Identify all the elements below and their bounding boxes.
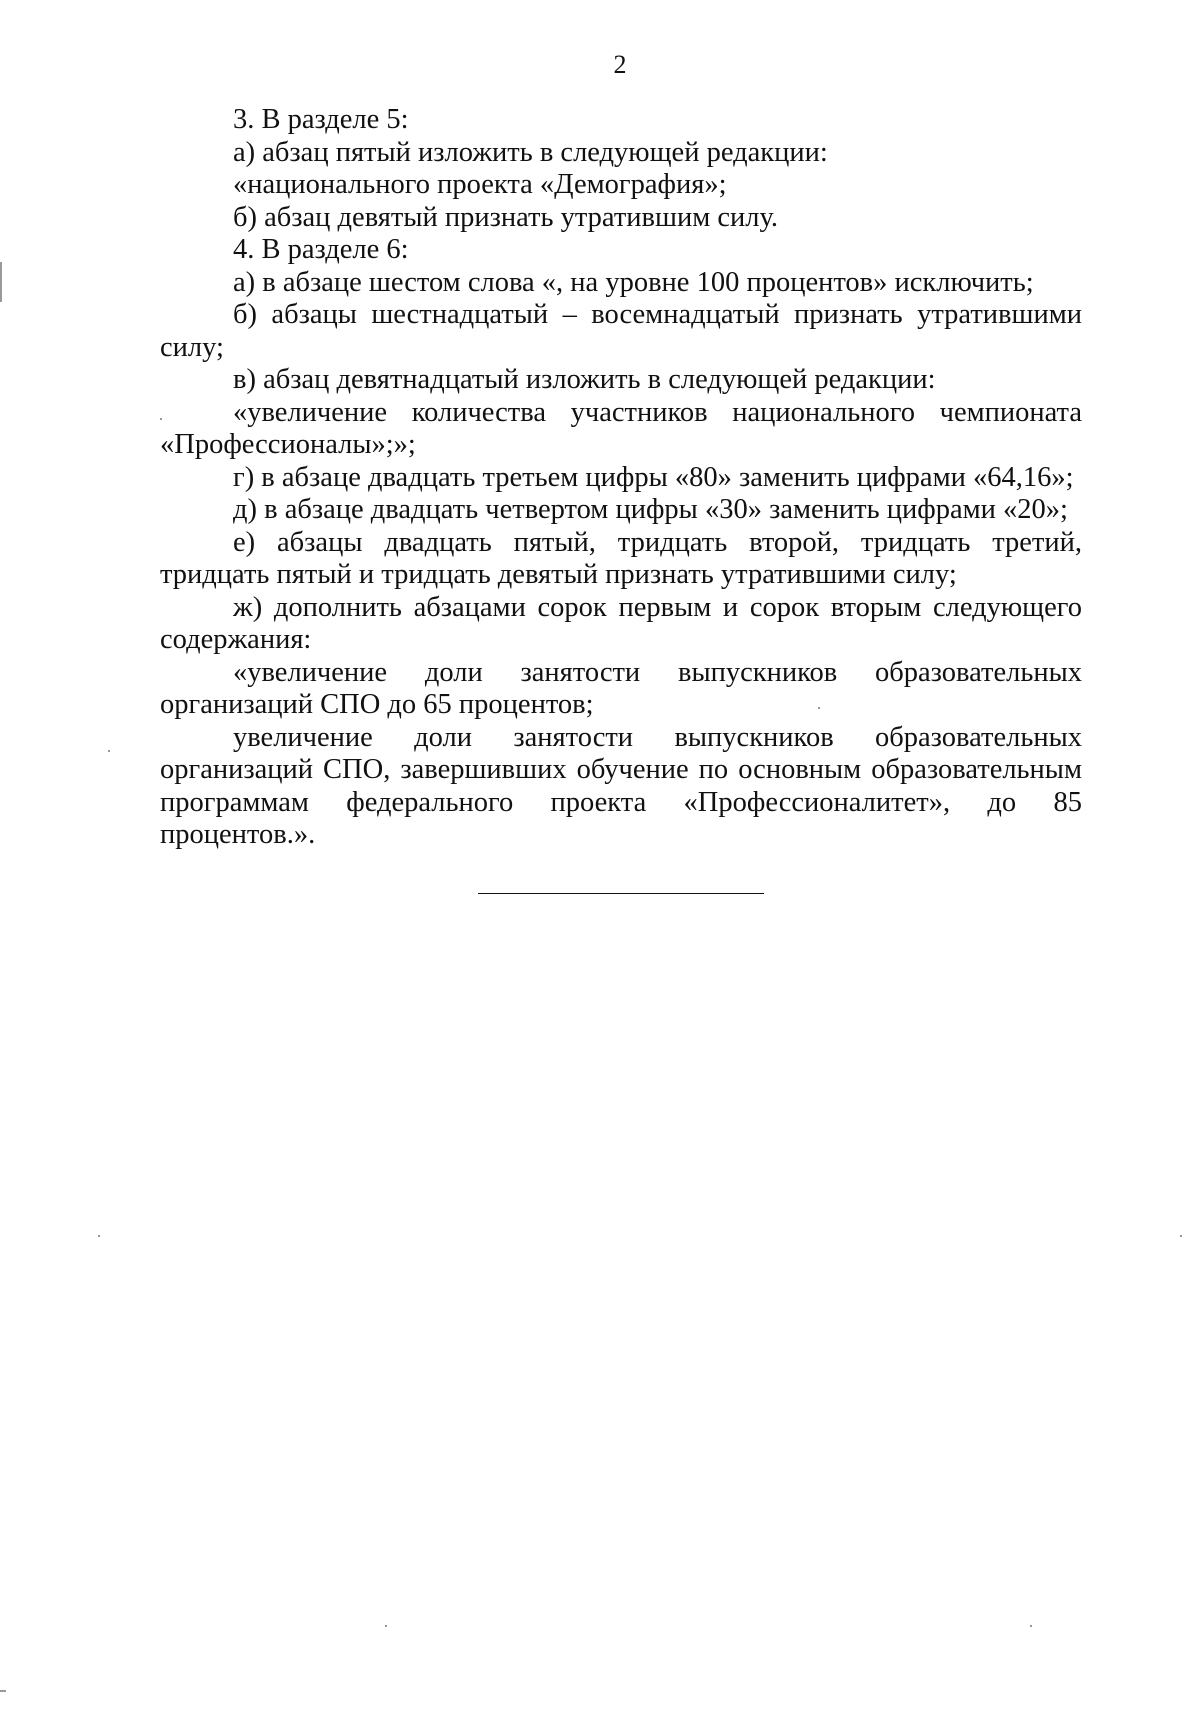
paragraph-quote-employment-65: «увеличение доли занятости выпускников образовательных организаций СПО до 65 процентов; <box>160 656 1082 720</box>
page-number: 2 <box>613 50 627 79</box>
scan-speck <box>818 707 820 709</box>
paragraph-item-v-section-6: в) абзац девятнадцатый изложить в следующей редакции: <box>233 364 936 395</box>
scan-speck <box>1030 1625 1032 1627</box>
scan-speck <box>385 1625 387 1627</box>
paragraph-item-zh-section-6: ж) дополнить абзацами сорок первым и сорок вторым следующего содержания: <box>160 591 1082 655</box>
scan-speck <box>160 418 162 420</box>
paragraph-quote-employment-85: увеличение доли занятости выпускников образовательных организаций СПО, завершивших обучение по основным образовательным программам федерального проекта «Профессионалитет», до 85 процентов.». <box>160 721 1082 850</box>
paragraph-quote-demography: «национального проекта «Демография»; <box>233 169 727 200</box>
paragraph-item-b-section-6: б) абзацы шестнадцатый – восемнадцатый признать утратившими силу; <box>160 299 1082 363</box>
paragraph-item-b-section-5: б) абзац девятый признать утратившим силу. <box>233 201 779 233</box>
paragraph-item-d-section-6: д) в абзаце двадцать четвертом цифры «30» заменить цифрами «20»; <box>233 494 1068 525</box>
document-body <box>160 104 1082 852</box>
closing-horizontal-rule <box>478 893 764 894</box>
scan-speck <box>98 1235 100 1237</box>
paragraph-section-6-heading: 4. В разделе 6: <box>233 234 409 265</box>
scan-speck <box>108 750 110 752</box>
paragraph-item-a-section-5: а) абзац пятый изложить в следующей редакции: <box>233 136 828 168</box>
paragraph-item-e-section-6: е) абзацы двадцать пятый, тридцать второй, тридцать третий, тридцать пятый и тридцать девятый признать утратившими силу; <box>160 526 1082 590</box>
scan-speck <box>1180 1235 1182 1237</box>
paragraph-item-a-section-6: а) в абзаце шестом слова «, на уровне 100 процентов» исключить; <box>233 266 1034 298</box>
paragraph-item-g-section-6: г) в абзаце двадцать третьем цифры «80» заменить цифрами «64,16»; <box>233 461 1074 493</box>
scan-edge-mark <box>0 262 2 302</box>
paragraph-quote-championship: «увеличение количества участников национального чемпионата «Профессионалы»;»; <box>160 396 1082 460</box>
scan-edge-mark <box>0 1690 6 1692</box>
paragraph-section-5-heading: 3. В разделе 5: <box>233 104 409 135</box>
